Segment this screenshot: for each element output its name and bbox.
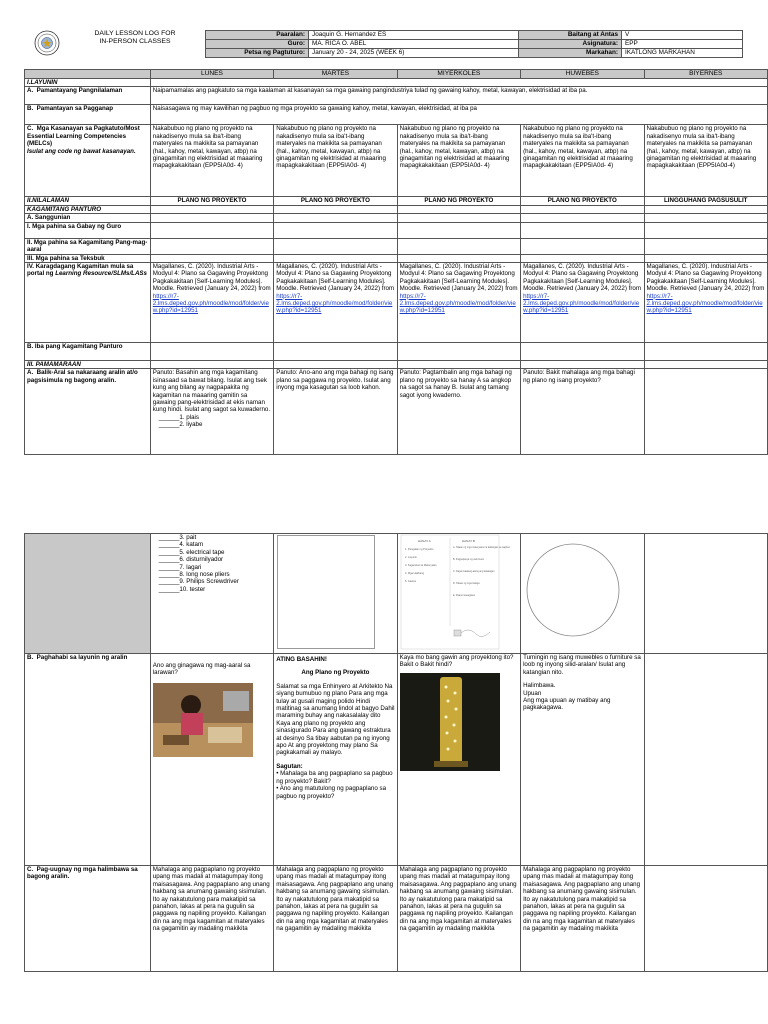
item-letter: C. xyxy=(27,125,34,133)
ref-thu xyxy=(521,263,644,343)
row-b: A. Talaan ng mga materyales na kailangan sa pagbuo xyxy=(452,546,510,549)
melc-row xyxy=(25,125,768,197)
blank-cell xyxy=(274,222,397,238)
nilalaman-fri: LINGGUHANG PAGSUSULIT xyxy=(644,197,768,205)
paghahabi-mon xyxy=(150,654,273,866)
nilalaman-row xyxy=(25,197,768,205)
page-2 xyxy=(0,528,768,988)
pamantayang-pangnilalaman-label xyxy=(25,87,151,105)
balik-aral-continued-row xyxy=(25,534,768,654)
gabay-row xyxy=(25,222,768,238)
pamamaraan-heading: III. PAMAMARAAN xyxy=(25,361,151,369)
ref-text: Magallanes, C. (2020). Industrial Arts - Modyul 4: Plano sa Gagawing Proyektong Pagkakakitaan [Self-Learning Modules]. Moodle. Retrieved (January 24, 2022) from xyxy=(152,263,271,293)
blank-cell xyxy=(274,361,397,369)
lesson-log-table-page-2 xyxy=(24,533,768,972)
markahan-label: Markahan: xyxy=(519,49,622,58)
item-title: Balik-Aral sa nakaraang aralin at/o pagsisimula ng bagong aralin. xyxy=(27,369,138,384)
nilalaman-wed: PLANO NG PROYEKTO xyxy=(397,197,520,205)
pag-uugnay-mon: Mahalaga ang pagpaplano ng proyekto upang mas madali at matagumpay itong maisasagawa. Ang pagpaplano ang unang hakbang sa anumang gawaing sisimulan. Ito ay nakatutulong para makatipid sa panahon, lakas at pera na gugulin sa paggawa ng napiling proyekto. Kailangan din na ang mga kagamitan at materyales na gagamitin ay madaling makikita xyxy=(150,866,273,972)
kagamitan-row xyxy=(25,205,768,213)
balik-thu-continued xyxy=(521,534,644,654)
title-line-2: IN-PERSON CLASSES xyxy=(99,37,171,45)
blank-cell xyxy=(150,343,273,361)
lesson-log-table-page-1 xyxy=(24,69,768,455)
nilalaman-thu: PLANO NG PROYEKTO xyxy=(521,197,644,205)
ref-tue xyxy=(274,263,397,343)
tool-item: ______6. disturnilyador xyxy=(158,556,224,564)
circle-diagram xyxy=(523,534,623,650)
blank-cell xyxy=(644,205,768,213)
learning-resource-row xyxy=(25,263,768,343)
melc-fri: Nakabubuo ng plano ng proyekto na nakadisenyo mula sa iba't-ibang materyales na makikita sa pamayanan (hal., kahoy, metal, kawayan, atbp) na ginagamitan ng elektrisidad at maaaring mapagkakakitaan (EPP5IA0d-4) xyxy=(644,125,768,197)
melc-mon: Nakabubuo ng plano ng proyekto na nakadisenyo mula sa iba't-ibang materyales na makikita sa pamayanan (hal., kahoy, metal, kawayan, atbp) na ginagamitan ng elektrisidad at maaaring mapagkakakitaan (EPP5IA0d- 4) xyxy=(150,125,273,197)
pamantayang-pangnilalaman-text: Naipamamalas ang pagkatuto sa mga kaalaman at kasanayan sa mga gawaing pangindustriya tulad ng gawaing kahoy, metal, kawayan, elektrisidad at iba pa. xyxy=(150,87,767,105)
blank-cell xyxy=(274,238,397,254)
blank-cell xyxy=(397,361,520,369)
row-a: 3. Kagamitan at Materyales xyxy=(404,564,437,567)
learning-resource-label xyxy=(25,263,151,343)
row-a: 5. Gastos xyxy=(404,580,416,583)
poem-text: Salamat sa mga Enhinyero at Arkitekto Na siyang bumubuo ng plano Para ang mga tulay at gusali maging polido Hindi matitinag sa anumang lindol at bagyo Dahil maraming buhay ang nakasalalay dito Kaya ang plano ng proyekto ang sinasigurado Para ang gawang estraktura at desinyo Sa tibay aabutan pa ng inyong apo At ang proyektong may plano Sa pagkakamali ay malayo. xyxy=(276,682,395,757)
row-b: E. Paano isasagawa xyxy=(452,594,475,597)
blank-cell xyxy=(274,254,397,262)
guro-value: MA. RICA O. ABEL xyxy=(309,40,519,49)
balik-thu: Panuto: Bakit mahalaga ang mga bahagi ng plano ng isang proyekto? xyxy=(521,369,644,455)
deped-seal-icon xyxy=(34,30,60,56)
melc-thu: Nakabubuo ng plano ng proyekto na nakadisenyo mula sa iba't-ibang materyales na makikita sa pamayanan (hal., kahoy, metal, kawayan, atbp) na ginagamitan ng elektrisidad at maaaring mapagkakakitaan (EPP5IA0d- 4) xyxy=(521,125,644,197)
tool-item: ______4. katam xyxy=(158,541,204,549)
blank-cell xyxy=(397,205,520,213)
balik-fri xyxy=(644,369,768,455)
blank-cell xyxy=(397,343,520,361)
blank-cell xyxy=(644,222,768,238)
blank-cell xyxy=(150,214,273,222)
blank-cell xyxy=(397,238,520,254)
day-monday: LUNES xyxy=(150,70,273,79)
answer-box xyxy=(277,535,375,649)
kagamitang-mag-aaral-label: II. Mga pahina sa Kagamitang Pang-mag-aaral xyxy=(25,238,151,254)
balik-fri-continued xyxy=(644,534,768,654)
ref-link[interactable]: https://r7-2.lms.deped.gov.ph/moodle/mod/folder/view.php?id=12951 xyxy=(646,292,763,315)
ref-link[interactable]: https://r7-2.lms.deped.gov.ph/moodle/mod/folder/view.php?id=12951 xyxy=(399,292,516,315)
paghahabi-fri xyxy=(644,654,768,866)
paghahabi-row xyxy=(25,654,768,866)
row-a: 1. Pangalan ng Proyekto xyxy=(404,548,434,551)
bamboo-lamp-photo xyxy=(400,673,500,771)
nilalaman-heading: II.NILALAMAN xyxy=(25,197,151,205)
nilalaman-tue: PLANO NG PROYEKTO xyxy=(274,197,397,205)
paghahabi-mon-question: Ano ang ginagawa ng mag-aaral sa larawan? xyxy=(152,662,251,677)
row-b: C. Dapat isaalang-alang ang katatagan xyxy=(452,570,495,573)
paghahabi-thu-instructions: Tumingin ng isang muwebles o furniture sa loob ng inyong silid-aralan/ Isulat ang katangian nito. xyxy=(523,654,641,676)
melc-tue: Nakabubuo ng plano ng proyekto na nakadisenyo mula sa iba't-ibang materyales na makikita sa pamayanan (hal., kahoy, metal, kawayan, atbp) na ginagamitan ng elektrisidad at maaaring mapagkakakitaan (EPP5IA0d- 4) xyxy=(274,125,397,197)
blank-cell xyxy=(397,214,520,222)
tool-item: ______5. electrical tape xyxy=(158,548,225,556)
row-a: 4. Mga Hakbang xyxy=(404,572,424,575)
question-1: • Mahalaga ba ang pagpaplano sa pagbuo ng proyekto? Bakit? xyxy=(276,770,393,785)
ref-link[interactable]: https://r7-2.lms.deped.gov.ph/moodle/mod/folder/view.php?id=12951 xyxy=(523,292,640,315)
paghahabi-thu xyxy=(521,654,644,866)
blank-cell xyxy=(150,222,273,238)
pamantayan-pagganap-row xyxy=(25,105,768,125)
balik-aral-label xyxy=(25,369,151,455)
item-letter: C. xyxy=(27,866,34,873)
blank-cell xyxy=(644,238,768,254)
pamamaraan-row xyxy=(25,361,768,369)
pamantayan-pagganap-label xyxy=(25,105,151,125)
asignatura-label: Asignatura: xyxy=(519,40,622,49)
ref-text: Magallanes, C. (2020). Industrial Arts - Modyul 4: Plano sa Gagawing Proyektong Pagkakakitaan [Self-Learning Modules]. Moodle. Retrieved (January 24, 2022) from xyxy=(646,263,765,293)
gabay-label: I. Mga pahina sa Gabay ng Guro xyxy=(25,222,151,238)
tool-item: ______8. long nose pliers xyxy=(158,571,230,579)
melc-wed: Nakabubuo ng plano ng proyekto na nakadisenyo mula sa iba't-ibang materyales na makikita sa pamayanan (hal., kahoy, metal, kawayan, atbp) na ginagamitan ng elektrisidad at maaaring mapagkakakitaan (EPP5IA0d- 4) xyxy=(397,125,520,197)
row-b: D. Talaan ng mga halaga xyxy=(452,582,480,585)
lr-label-text: IV. Karagdagang Kagamitan mula sa portal ng xyxy=(27,263,134,278)
blank-cell xyxy=(521,238,644,254)
blank-cell xyxy=(521,222,644,238)
paghahabi-wed xyxy=(397,654,520,866)
blank-cell xyxy=(274,343,397,361)
page-1 xyxy=(0,0,768,498)
blank-cell xyxy=(150,238,273,254)
pag-uugnay-fri xyxy=(644,866,768,972)
pag-uugnay-thu: Mahalaga ang pagpaplano ng proyekto upang mas madali at matagumpay itong maisasagawa. Ang pagpaplano ang unang hakbang sa anumang gawaing sisimulan. Ito ay nakatutulong para makatipid sa panahon, lakas at pera na gugulin sa paggawa ng napiling proyekto. Kailangan din na ang mga kagamitan at materyales na gagamitin ay madaling makikita xyxy=(521,866,644,972)
tool-item: ______7. lagari xyxy=(158,563,202,571)
item-title: Pamantayang Pangnilalaman xyxy=(36,87,123,95)
tool-item: ______10. tester xyxy=(158,585,206,593)
ref-fri xyxy=(644,263,768,343)
kagamitang-mag-aaral-row xyxy=(25,238,768,254)
question-2: • Ano ang matutulong ng pagpaplano sa pagbuo ng proyekto? xyxy=(276,785,387,800)
day-wednesday: MIYERKOLES xyxy=(397,70,520,79)
ref-text: Magallanes, C. (2020). Industrial Arts - Modyul 4: Plano sa Gagawing Proyektong Pagkakakitaan [Self-Learning Modules]. Moodle. Retrieved (January 24, 2022) from xyxy=(523,263,642,293)
item-letter: B. xyxy=(27,654,34,661)
pag-uugnay-wed: Mahalaga ang pagpaplano ng proyekto upang mas madali at matagumpay itong maisasagawa. Ang pagpaplano ang unang hakbang sa anumang gawaing sisimulan. Ito ay nakatutulong para makatipid sa panahon, lakas at pera na gugulin sa paggawa ng napiling proyekto. Kailangan din na ang mga kagamitan at materyales na gagamitin ay madaling makikita xyxy=(397,866,520,972)
petsa-label: Petsa ng Pagtuturo: xyxy=(206,49,309,58)
paaralan-label: Paaralan: xyxy=(206,31,309,40)
balik-tue: Panuto: Ano-ano ang mga bahagi ng isang plano sa paggawa ng proyekto. Isulat ang inyong mga kasagutan sa loob kahon. xyxy=(274,369,397,455)
asignatura-value: EPP xyxy=(622,40,743,49)
sagutan-heading: Sagutan: xyxy=(276,762,303,770)
blank-cell xyxy=(150,361,273,369)
halimbawa-item: Upuan xyxy=(523,689,542,697)
ref-wed xyxy=(397,263,520,343)
pamantayan-pagganap-text: Naisasagawa ng may kawilihan ng pagbuo ng mga proyekto sa gawaing kahoy, metal, kawayan, elektrisidad, at iba pa xyxy=(150,105,767,125)
pag-uugnay-tue: Mahalaga ang pagpaplano ng proyekto upang mas madali at matagumpay itong maisasagawa. Ang pagpaplano ang unang hakbang sa anumang gawaing sisimulan. Ito ay nakatutulong para makatipid sa panahon, lakas at pera na gugulin sa paggawa ng napiling proyekto. Kailangan din na ang mga kagamitan at materyales na gagamitin ay madaling makikita xyxy=(274,866,397,972)
item-letter: A. xyxy=(27,369,34,377)
teksbuk-label: III. Mga pahina sa Teksbuk xyxy=(25,254,151,262)
document-title xyxy=(70,30,200,46)
petsa-value: January 20 - 24, 2025 (WEEK 6) xyxy=(309,49,519,58)
nilalaman-mon: PLANO NG PROYEKTO xyxy=(150,197,273,205)
item-title: Mga Kasanayan sa Pagkatuto/Most Essential Learning Competencies (MELCs) xyxy=(27,125,140,148)
melc-note: Isulat ang code ng bawat kasanayan. xyxy=(27,147,136,155)
item-letter: A. xyxy=(27,87,34,95)
paaralan-value: Joaquin G. Hernandez ES xyxy=(309,31,519,40)
header-info-table xyxy=(205,30,743,58)
melc-label xyxy=(25,125,151,197)
item-title: Pag-uugnay ng mga halimbawa sa bagong aralin. xyxy=(27,866,138,881)
iba-pang-row xyxy=(25,343,768,361)
markahan-value: IKATLONG MARKAHAN xyxy=(622,49,743,58)
pag-uugnay-label xyxy=(25,866,151,972)
sanggunian-label: A. Sanggunian xyxy=(25,214,151,222)
title-line-1: DAILY LESSON LOG FOR xyxy=(94,30,176,37)
blank-cell xyxy=(521,343,644,361)
sanggunian-row xyxy=(25,214,768,222)
pag-uugnay-row xyxy=(25,866,768,972)
layunin-blank xyxy=(150,79,767,87)
teksbuk-row xyxy=(25,254,768,262)
day-friday: BIYERNES xyxy=(644,70,768,79)
day-thursday: HUWEBES xyxy=(521,70,644,79)
halimbawa-description: Ang mga upuan ay matibay ang pagkakagawa. xyxy=(523,697,611,712)
blank-cell xyxy=(521,205,644,213)
balik-mon xyxy=(150,369,273,455)
balik-mon-continued xyxy=(150,534,273,654)
blank-cell xyxy=(150,205,273,213)
tool-item: ______1. plais xyxy=(158,413,200,421)
pamantayang-pangnilalaman-row xyxy=(25,87,768,105)
blank-cell xyxy=(644,254,768,262)
blank-cell xyxy=(521,254,644,262)
plano-heading: Ang Plano ng Proyekto xyxy=(301,669,370,677)
item-title: Pamantayan sa Pagganap xyxy=(36,105,113,113)
blank-cell xyxy=(274,205,397,213)
balik-wed-continued xyxy=(397,534,520,654)
kagamitan-heading: KAGAMITANG PANTURO xyxy=(25,205,151,213)
tool-item: ______9. Philips Screwdriver xyxy=(158,578,239,586)
balik-wed: Panuto: Pagtambalin ang mga bahagi ng plano ng proyekto sa hanay A sa angkop na sagot sa hanay B. Isulat ang tamang sagot iyong kwaderno. xyxy=(397,369,520,455)
ref-mon xyxy=(150,263,273,343)
corner-cell xyxy=(25,70,151,79)
student-crafting-photo xyxy=(153,683,253,757)
blank-cell xyxy=(397,254,520,262)
paghahabi-tue xyxy=(274,654,397,866)
guro-label: Guro: xyxy=(206,40,309,49)
layunin-row xyxy=(25,79,768,87)
balik-aral-row xyxy=(25,369,768,455)
paghahabi-label xyxy=(25,654,151,866)
blank-cell xyxy=(644,343,768,361)
ref-text: Magallanes, C. (2020). Industrial Arts - Modyul 4: Plano sa Gagawing Proyektong Pagkakakitaan [Self-Learning Modules]. Moodle. Retrieved (January 24, 2022) from xyxy=(399,263,518,293)
halimbawa-label: Halimbawa. xyxy=(523,682,556,690)
item-letter: B. xyxy=(27,105,34,113)
ref-link[interactable]: https://r7-2.lms.deped.gov.ph/moodle/mod/folder/view.php?id=12951 xyxy=(152,292,269,315)
ref-text: Magallanes, C. (2020). Industrial Arts - Modyul 4: Plano sa Gagawing Proyektong Pagkakakitaan [Self-Learning Modules]. Moodle. Retrieved (January 24, 2022) from xyxy=(276,263,395,293)
iba-pang-label: B. Iba pang Kagamitang Panturo xyxy=(25,343,151,361)
item-title: Paghahabi sa layunin ng aralin xyxy=(36,654,128,661)
ating-basahin-heading: ATING BASAHIN! xyxy=(276,656,327,663)
row-a: 2. Layunin xyxy=(404,556,417,559)
balik-tue-continued xyxy=(274,534,397,654)
baitang-value: V xyxy=(622,31,743,40)
row-b: B. Pagpapasya ng nais buuin xyxy=(452,558,484,561)
paghahabi-wed-question: Kaya mo bang gawin ang proyektong ito? Bakit o Bakit hindi? xyxy=(399,654,514,669)
tool-list-p1 xyxy=(153,414,271,429)
blank-cell xyxy=(521,214,644,222)
balik-continued-label xyxy=(25,534,151,654)
tool-list-p2 xyxy=(153,534,271,593)
matching-table-image xyxy=(400,534,510,650)
blank-cell xyxy=(644,214,768,222)
col-a-header: HANAY A xyxy=(417,539,431,543)
blank-cell xyxy=(644,361,768,369)
blank-cell xyxy=(521,361,644,369)
col-b-header: HANAY B xyxy=(461,539,475,543)
blank-cell xyxy=(150,254,273,262)
layunin-heading: I.LAYUNIN xyxy=(25,79,151,87)
baitang-label: Baitang at Antas xyxy=(519,31,622,40)
day-tuesday: MARTES xyxy=(274,70,397,79)
balik-mon-instructions: Panuto: Basahin ang mga kagamitang isinasaad sa bawat bilang. Isulat ang tsek kung ang bilang ay nagpapakita ng kagamitan na maaaring gamitin sa gawaing pang-elektrisidad at ekis naman kung hindi. Isulat ang sagot sa kuwaderno. xyxy=(152,369,271,414)
ref-link[interactable]: https://r7-2.lms.deped.gov.ph/moodle/mod/folder/view.php?id=12951 xyxy=(276,292,393,315)
tool-item: ______3. pait xyxy=(158,534,197,541)
blank-cell xyxy=(274,214,397,222)
tool-item: ______2. liyabe xyxy=(158,421,203,429)
blank-cell xyxy=(397,222,520,238)
lr-label-italic: Learning Resource/SLMs/LASs xyxy=(55,270,147,278)
day-header-row xyxy=(25,70,768,79)
